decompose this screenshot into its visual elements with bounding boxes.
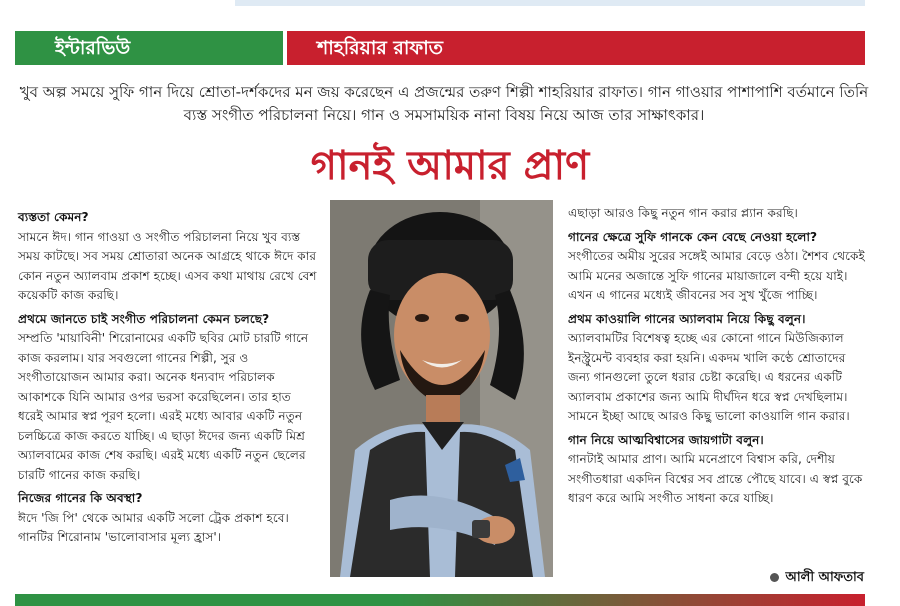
intro-paragraph: খুব অল্প সময়ে সুফি গান দিয়ে শ্রোতা-দর্শকদের মন জয় করেছেন এ প্রজন্মের তরুণ শিল্পী শাহরিয়ার রাফাত। গান গাওয়ার পাশাপাশি বর্তমানে তিনি ব্যস্ত সংগীত পরিচালনা নিয়ে। গান ও সমসাময়িক নানা বিষয় নিয়ে আজ তার সাক্ষাৎকার। <box>19 83 869 124</box>
answer: সংগীতের অমীয় সুরের সঙ্গেই আমার বেড়ে ওঠা। শৈশব থেকেই আমি মনের অজান্তে সুফি গানের মায়াজালে বন্দী হয়ে যাই। এখন এ গানের মধ্যেই জীবনের সব সুখ খুঁজে পাচ্ছি। <box>568 249 865 302</box>
left-column <box>18 204 318 551</box>
section-banner <box>15 31 865 65</box>
question: গানের ক্ষেত্রে সুফি গানকে কেন বেছে নেওয়া হলো? <box>568 229 818 244</box>
answer: সম্প্রতি 'মায়াবিনী' শিরোনামের একটি ছবির মোট চারটি গানে কাজ করলাম। যার সবগুলো গানের শিল্পী, সুর ও সংগীতায়োজন আমার করা। অনেক ধন্যবাদ পরিচালক আকাশকে যিনি আমার ওপর ভরসা করেছিলেন। তার হাত ধরেই আমার স্বপ্ন পূরণ হলো। এরই মধ্যে আবার একটি নতুন চলচ্চিত্রে কাজ করতে যাচ্ছি। এ ছাড়া ঈদের জন্য একটি মিশ্র অ্যালবামের কাজ শেষ করছি। এরই মধ্যে একটি নতুন ছেলের চারটি গানের কাজ করছি। <box>18 331 309 482</box>
question: প্রথম কাওয়ালি গানের অ্যালবাম নিয়ে কিছু বলুন। <box>568 311 806 326</box>
portrait-illustration <box>330 200 553 577</box>
author-name: আলী আফতাব <box>785 570 864 585</box>
bullet-icon <box>770 573 779 582</box>
answer: অ্যালবামটির বিশেষত্ব হচ্ছে এর কোনো গানে মিউজিক্যাল ইনস্ট্রুমেন্ট ব্যবহার করা হয়নি। একদম খালি কণ্ঠে শ্রোতাদের জন্য গানগুলো তুলে ধরার চেষ্টা করেছি। এ ধরনের একটি অ্যালবাম প্রকাশের জন্য আমি দীর্ঘদিন ধরে স্বপ্ন দেখছিলাম। সামনে ইচ্ছা আছে আরও কিছু ভালো কাওয়ালি গান করার। <box>568 331 850 423</box>
right-column <box>568 204 868 512</box>
question: নিজের গানের কি অবস্থা? <box>18 491 143 505</box>
question: প্রথমে জানতে চাই সংগীত পরিচালনা কেমন চলছে? <box>18 311 270 326</box>
headline: গানই আমার প্রাণ <box>310 143 590 189</box>
interviewee-name: শাহরিয়ার রাফাত <box>287 31 865 65</box>
answer-continuation: এছাড়া আরও কিছু নতুন গান করার প্ল্যান করছি। <box>568 206 798 220</box>
portrait-photo <box>330 200 553 577</box>
bottom-bar <box>15 594 865 606</box>
answer: ঈদে 'জি পি' থেকে আমার একটি সলো ট্রেক প্রকাশ হবে। গানটির শিরোনাম 'ভালোবাসার মূল্য হ্রাস'। <box>18 510 289 544</box>
top-strip <box>235 0 865 6</box>
question: ব্যস্ততা কেমন? <box>18 210 89 224</box>
byline <box>770 568 864 589</box>
answer: সামনে ঈদ। গান গাওয়া ও সংগীত পরিচালনা নিয়ে খুব ব্যস্ত সময় কাটছে। সব সময় শ্রোতারা অনেক আগ্রহে থাকে ঈদে কার কোন নতুন অ্যালবাম প্রকাশ হচ্ছে। এসব কথা মাথায় রেখে বেশ কয়েকটি কাজ করছি। <box>18 229 317 302</box>
answer: গানটাই আমার প্রাণ। আমি মনেপ্রাণে বিশ্বাস করি, দেশীয় সংগীতধারা একদিন বিশ্বের সব প্রান্তে পৌছে যাবে। এ স্বপ্ন বুকে ধারণ করে আমি সংগীত সাধনা করে যাচ্ছি। <box>568 452 863 505</box>
section-label: ইন্টারভিউ <box>15 31 283 65</box>
question: গান নিয়ে আত্মবিশ্বাসের জায়গাটা বলুন। <box>568 432 764 447</box>
